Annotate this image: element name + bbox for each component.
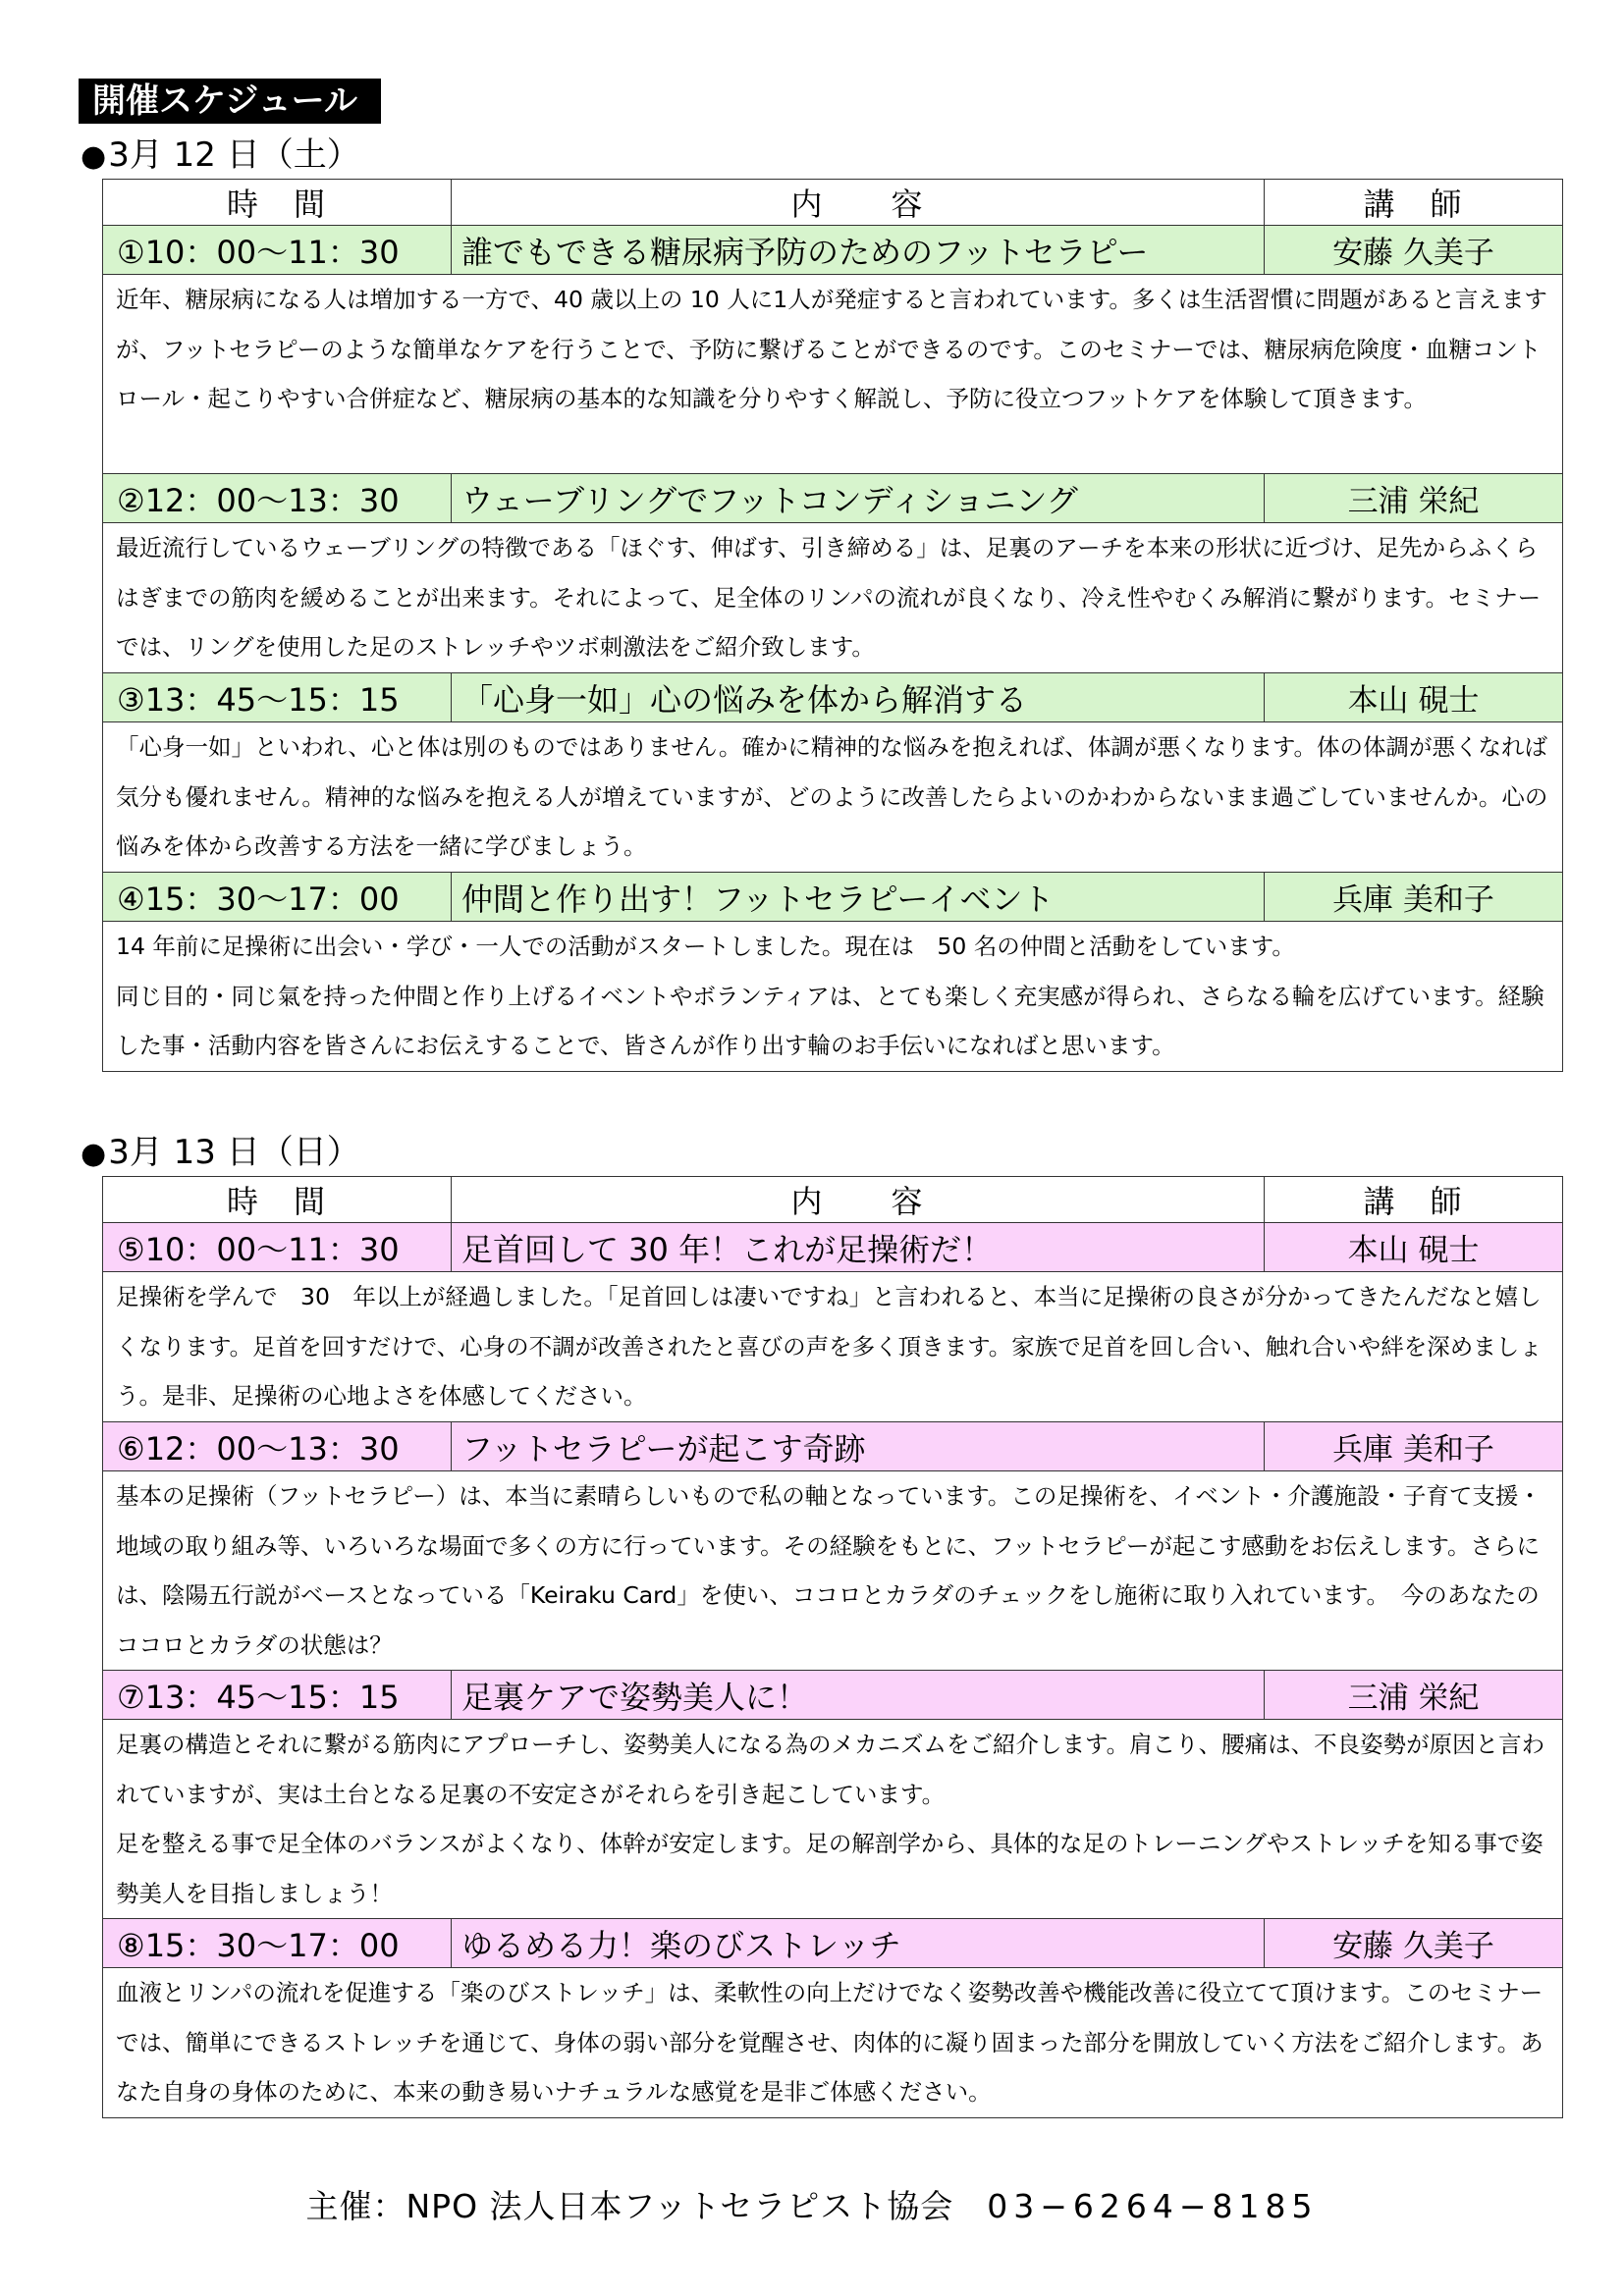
session-row-8: [103, 1919, 1563, 1968]
session-description: 血液とリンパの流れを促進する「楽のびストレッチ」は、柔軟性の向上だけでなく姿勢改善や機能改善に役立てて頂けます。このセミナーでは、簡単にできるストレッチを通じて、身体の弱い部分を覚醒させ、肉体的に凝り固まった部分を開放していく方法をご紹介します。あなた自身の身体のために、本来の動き易いナチュラルな感覚を是非ご体感ください。: [116, 1979, 1543, 2106]
session-title: フットセラピーが起こす奇跡: [452, 1422, 1265, 1471]
header-content: 内 容: [452, 1177, 1265, 1223]
session-title: 足裏ケアで姿勢美人に！: [452, 1671, 1265, 1720]
header-content: 内 容: [452, 180, 1265, 226]
session-time: ①10：00〜11：30: [103, 226, 452, 275]
session-time: ⑥12：00〜13：30: [103, 1422, 452, 1471]
table-header-row: [103, 180, 1563, 226]
session-description: 最近流行しているウェーブリングの特徴である「ほぐす、伸ばす、引き締める」は、足裏のアーチを本来の形状に近づけ、足先からふくらはぎまでの筋肉を緩めることが出来ます。それによって、足全体のリンパの流れが良くなり、冷え性やむくみ解消に繋がります。セミナーでは、リングを使用した足のストレッチやツボ刺激法をご紹介致します。: [116, 534, 1542, 661]
schedule-table-day-1: [102, 179, 1563, 1072]
session-description-row-1: [103, 275, 1563, 474]
session-time: ④15：30〜17：00: [103, 873, 452, 922]
session-time: ⑧15：30〜17：00: [103, 1919, 452, 1968]
session-description: 近年、糖尿病になる人は増加する一方で、40 歳以上の 10 人に1人が発症すると言われています。多くは生活習慣に問題があると言えますが、フットセラピーのような簡単なケアを行うことで、予防に繋げることができるのです。このセミナーでは、糖尿病危険度・血糖コントロール・起こりやすい合併症など、糖尿病の基本的な知識を分りやすく解説し、予防に役立つフットケアを体験して頂きます。: [116, 286, 1547, 412]
header-speaker: 講 師: [1265, 180, 1563, 226]
session-row-6: [103, 1422, 1563, 1471]
session-description-line-1: 足裏の構造とそれに繋がる筋肉にアプローチし、姿勢美人になる為のメカニズムをご紹介します。肩こり、腰痛は、不良姿勢が原因と言われていますが、実は土台となる足裏の不安定さがそれらを引き起こしています。: [116, 1731, 1545, 1808]
session-row-2: [103, 474, 1563, 523]
session-row-7: [103, 1671, 1563, 1720]
header-time: 時 間: [103, 180, 452, 226]
session-time: ⑦13：45〜15：15: [103, 1671, 452, 1720]
session-title: 「心身一如」心の悩みを体から解消する: [452, 673, 1265, 722]
session-description-line-1: 14 年前に足操術に出会い・学び・一人での活動がスタートしました。現在は 50 名の仲間と活動をしています。: [116, 933, 1295, 960]
session-description-line-2: 同じ目的・同じ氣を持った仲間と作り上げるイベントやボランティアは、とても楽しく充実感が得られ、さらなる輪を広げています。経験した事・活動内容を皆さんにお伝えすることで、皆さんが作り出す輪のお手伝いになればと思います。: [116, 982, 1544, 1059]
session-row-3: [103, 673, 1563, 722]
header-time: 時 間: [103, 1177, 452, 1223]
session-description-row-5: [103, 1272, 1563, 1422]
session-row-5: [103, 1223, 1563, 1272]
session-row-4: [103, 873, 1563, 922]
page-heading: 開催スケジュール: [79, 79, 381, 124]
session-description-row-8: [103, 1968, 1563, 2118]
day-heading-1: ●3月 12 日（土）: [81, 135, 360, 175]
session-time: ⑤10：00〜11：30: [103, 1223, 452, 1272]
session-title: 誰でもできる糖尿病予防のためのフットセラピー: [452, 226, 1265, 275]
session-description-row-4: [103, 922, 1563, 1072]
phone-number: 03−6264−8185: [987, 2187, 1319, 2225]
session-speaker: 安藤 久美子: [1265, 1919, 1563, 1968]
session-time: ②12：00〜13：30: [103, 474, 452, 523]
session-speaker: 兵庫 美和子: [1265, 1422, 1563, 1471]
session-description-row-2: [103, 523, 1563, 673]
session-description: 「心身一如」といわれ、心と体は別のものではありません。確かに精神的な悩みを抱えれば、体調が悪くなります。体の体調が悪くなれば気分も優れません。精神的な悩みを抱える人が増えていますが、どのように改善したらよいのかわからないまま過ごしていませんか。心の悩みを体から改善する方法を一緒に学びましょう。: [116, 733, 1548, 860]
session-time: ③13：45〜15：15: [103, 673, 452, 722]
header-speaker: 講 師: [1265, 1177, 1563, 1223]
day-date: 3月 12 日（土）: [108, 135, 360, 175]
session-speaker: 本山 硯士: [1265, 1223, 1563, 1272]
schedule-table-day-2: [102, 1176, 1563, 2118]
session-description-row-3: [103, 722, 1563, 873]
session-speaker: 安藤 久美子: [1265, 226, 1563, 275]
session-row-1: [103, 226, 1563, 275]
session-speaker: 本山 硯士: [1265, 673, 1563, 722]
organizer: 主催：NPO 法人日本フットセラピスト協会: [305, 2187, 954, 2225]
session-description-line-2: 足を整える事で足全体のバランスがよくなり、体幹が安定します。足の解剖学から、具体的な足のトレーニングやストレッチを知る事で姿勢美人を目指しましょう！: [116, 1830, 1543, 1907]
footer: [0, 2181, 1624, 2227]
session-speaker: 三浦 栄紀: [1265, 1671, 1563, 1720]
session-speaker: 兵庫 美和子: [1265, 873, 1563, 922]
session-description-row-6: [103, 1471, 1563, 1671]
day-date: 3月 13 日（日）: [108, 1133, 360, 1172]
session-title: 仲間と作り出す！フットセラピーイベント: [452, 873, 1265, 922]
day-heading-2: ●3月 13 日（日）: [81, 1133, 360, 1172]
session-title: 足首回して 30 年！これが足操術だ！: [452, 1223, 1265, 1272]
session-title: ゆるめる力！楽のびストレッチ: [452, 1919, 1265, 1968]
session-speaker: 三浦 栄紀: [1265, 474, 1563, 523]
table-header-row: [103, 1177, 1563, 1223]
session-title: ウェーブリングでフットコンディショニング: [452, 474, 1265, 523]
session-description: 基本の足操術（フットセラピー）は、本当に素晴らしいもので私の軸となっています。この足操術を、イベント・介護施設・子育て支援・地域の取り組み等、いろいろな場面で多くの方に行っています。その経験をもとに、フットセラピーが起こす感動をお伝えします。さらには、陰陽五行説がベースとなっている「Keiraku Card」を使い、ココロとカラダのチェックをし施術に取り入れています。 今のあなたのココロとカラダの状態は？: [116, 1482, 1542, 1659]
session-description-row-7: [103, 1720, 1563, 1919]
session-description: 足操術を学んで 30 年以上が経過しました。「足首回しは凄いですね」と言われると、本当に足操術の良さが分かってきたんだなと嬉しくなります。足首を回すだけで、心身の不調が改善されたと喜びの声を多く頂きます。家族で足首を回し合い、触れ合いや絆を深めましょう。是非、足操術の心地よさを体感してください。: [116, 1283, 1543, 1410]
